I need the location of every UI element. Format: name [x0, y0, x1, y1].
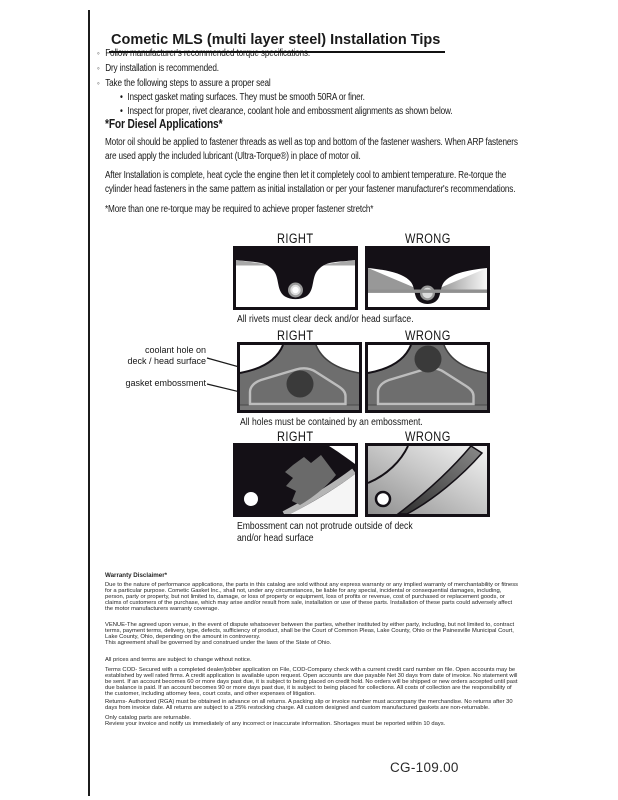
rivet-caption: All rivets must clear deck and/or head surface.: [237, 313, 414, 325]
embossment-protrude-illustration: [365, 443, 490, 517]
tip-text: Dry installation is recommended.: [105, 63, 219, 74]
diesel-section: [105, 118, 613, 223]
page-title: Cometic MLS (multi layer steel) Installation Tips: [109, 32, 445, 53]
list-item: [120, 91, 556, 105]
hole-wrong-diagram: [365, 342, 490, 413]
bolt-hole-icon: [244, 492, 258, 506]
list-item: [97, 76, 556, 91]
rivet-right-diagram: [233, 246, 358, 310]
disclaimer-paragraph: Terms COD- Secured with a completed dealer/jobber application on File, COD-Company check with a current credit card number on file. Open accounts may be established by well rated firms. A credit application is available upon request. Open accounts are due payable Net 30 days from date of invoice. No statement will be sent. If an account becomes 60 or more days past due, it is subject to being placed on credit hold. No orders will be shipped or new orders accepted until past due balance is paid. If an account becomes 90 or more days past due, it is subject to being placed for collections. All costs of collection are the responsibility of the customer, including attorney fees, court costs, and other expenses of litigation.: [105, 667, 518, 698]
tip-text: Take the following steps to assure a proper seal: [105, 78, 271, 89]
rivet-wrong-diagram: [365, 246, 490, 310]
diesel-note: *More than one re-torque may be required to achieve proper fastener stretch*: [105, 203, 374, 215]
diesel-heading: *For Diesel Applications*: [105, 117, 223, 131]
rivet-clear-illustration: [233, 246, 358, 310]
coolant-hole-icon: [287, 371, 314, 398]
embossment-inside-illustration: [233, 443, 358, 517]
hole-caption: All holes must be contained by an embossment.: [240, 416, 423, 428]
disclaimer-paragraph: All prices and terms are subject to change without notice.: [105, 656, 252, 663]
list-item: [97, 46, 556, 61]
wrong-label: WRONG: [404, 328, 451, 343]
embossment-wrong-diagram: [365, 443, 490, 517]
coolant-hole-label: coolant hole on deck / head surface: [127, 345, 206, 366]
disclaimer-paragraph: Only catalog parts are returnable.: [105, 714, 192, 721]
right-label: RIGHT: [277, 231, 314, 246]
right-label: RIGHT: [277, 429, 314, 444]
dot-bullet-icon: •: [119, 106, 123, 117]
embossment-caption-line1: Embossment can not protrude outside of deck: [237, 520, 413, 532]
tips-list: [97, 46, 556, 119]
circle-bullet-icon: ◦: [97, 63, 100, 73]
embossment-caption-line2: and/or head surface: [237, 532, 314, 544]
wrong-label: WRONG: [404, 429, 451, 444]
circle-bullet-icon: ◦: [97, 48, 100, 58]
diesel-paragraph: Motor oil should be applied to fastener threads as well as top and bottom of the fastener washers. When ARP fasteners are used apply the included lubricant (Ultra-Torque®) in place of motor oil.: [105, 136, 518, 162]
wrong-label: WRONG: [404, 231, 451, 246]
disclaimer-paragraph: Returns- Authorized (RGA) must be obtained in advance on all returns. A packing slip or invoice number must accompany the merchandise. No returns after 30 days from invoice date. All returns are subject to a 25% restocking charge. All custom designed and custom manufactured gaskets are non-returnable.: [105, 698, 513, 711]
hole-outside-illustration: [365, 342, 490, 413]
embossment-right-diagram: [233, 443, 358, 517]
hole-right-diagram: [237, 342, 362, 413]
right-label: RIGHT: [277, 328, 314, 343]
page-edge-line: [88, 10, 90, 796]
disclaimer-paragraph: This agreement shall be governed by and construed under the laws of the State of Ohio.: [105, 640, 332, 647]
list-item: [97, 61, 556, 76]
hole-contained-illustration: [237, 342, 362, 413]
tip-text: Follow manufacturer's recommended torque specifications.: [105, 48, 310, 59]
diesel-paragraph: After Installation is complete, heat cycle the engine then let it completely cool to ambient temperature. Re-torque the cylinder head fasteners in the same pattern as initial installation or per your fastener manufacturer's recommendations.: [105, 170, 516, 196]
tip-text: Inspect for proper, rivet clearance, coolant hole and embossment alignments as shown below.: [127, 106, 453, 117]
disclaimer-paragraph: VENUE-The agreed upon venue, in the event of dispute whatsoever between the parties, whether instituted by either party, including, but not limited to, contract terms, payment terms, delivery, type, defects, sufficiency of product, shall be the Court of Common Pleas, Lake County, Ohio or the Painesville Municipal Court, Lake County, Ohio, depending on the amount in controversy.: [105, 622, 515, 641]
disclaimer-heading: Warranty Disclaimer*: [105, 572, 168, 579]
warranty-disclaimer: [105, 573, 519, 727]
bolt-hole-icon: [376, 492, 390, 506]
circle-bullet-icon: ◦: [97, 78, 100, 88]
tip-text: Inspect gasket mating surfaces. They must be smooth 50RA or finer.: [127, 92, 365, 103]
gasket-embossment-label: gasket embossment: [125, 378, 206, 388]
page-code: CG-109.00: [390, 760, 459, 775]
dot-bullet-icon: •: [119, 92, 123, 103]
coolant-hole-icon: [415, 346, 442, 373]
rivet-interfere-illustration: [365, 246, 490, 310]
disclaimer-paragraph: Due to the nature of performance applications, the parts in this catalog are sold without any express warranty or any implied warranty of merchantability or fitness for a particular purpose. Cometic Gasket Inc., shall not, under any circumstances, be liable for any special, incidental or consequential damages, including, person, party or property, but not limited to, damage, or loss of property or equipment, loss of profits or revenue, cost of purchased or replacement goods, or claims of customers of the purchase, which may arise and/or result from sale, installation or use of these parts. Installation of these parts could adversely affect the motor manufacturers warranty coverage.: [105, 582, 519, 613]
disclaimer-paragraph: Review your invoice and notify us immediately of any incorrect or inaccurate information. Shortages must be reported within 10 days.: [105, 720, 446, 727]
